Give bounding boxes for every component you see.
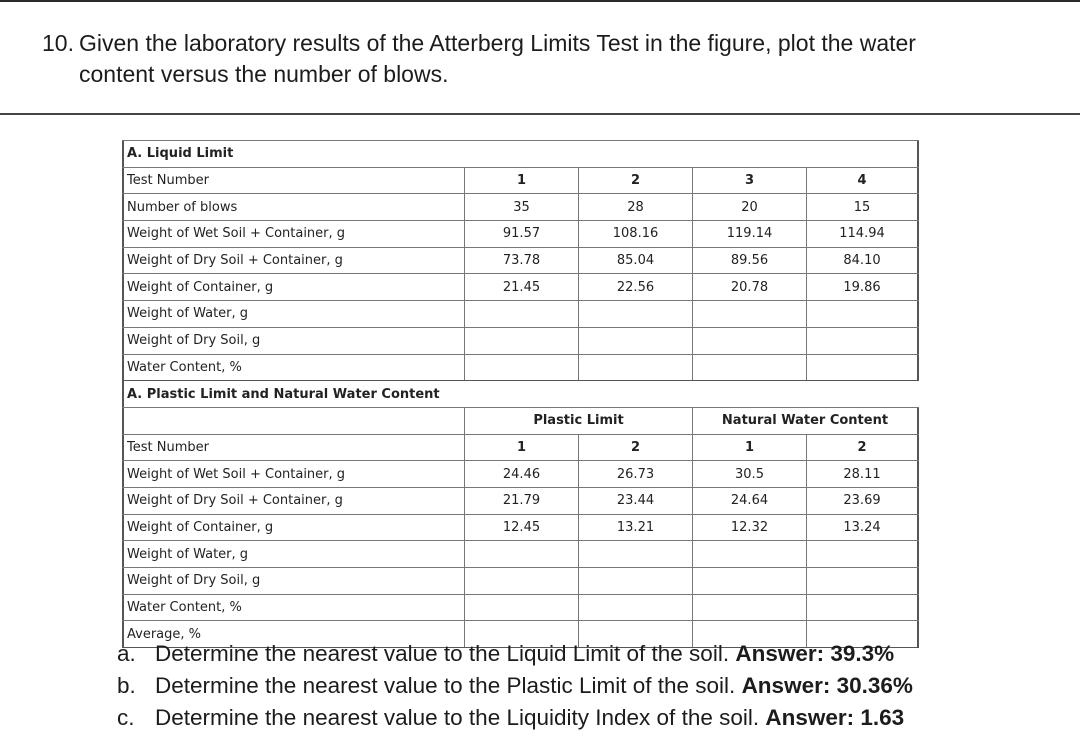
question-number: 10. xyxy=(42,30,74,56)
answer-item-b xyxy=(117,670,1067,702)
cell: 21.45 xyxy=(464,274,578,300)
table-row xyxy=(122,247,919,274)
pl-group-row xyxy=(122,407,919,434)
cell: 85.04 xyxy=(578,248,692,274)
natural-water-content-header: Natural Water Content xyxy=(692,408,919,434)
cell xyxy=(806,568,919,594)
cell: 84.10 xyxy=(806,248,919,274)
table-row xyxy=(122,540,919,567)
cell: 119.14 xyxy=(692,221,806,247)
row-label: Weight of Container, g xyxy=(122,515,464,541)
answer-item-c xyxy=(117,702,1067,734)
cell xyxy=(464,301,578,327)
cell: 24.64 xyxy=(692,488,806,514)
row-label: Weight of Wet Soil + Container, g xyxy=(122,221,464,247)
answer-value: Answer: 30.36% xyxy=(741,673,913,698)
cell: 35 xyxy=(464,194,578,220)
table-row xyxy=(122,460,919,487)
answer-item-a xyxy=(117,638,1067,670)
answer-text: Determine the nearest value to the Liquid Limit of the soil. xyxy=(155,641,730,666)
cell xyxy=(806,595,919,621)
table-row xyxy=(122,354,919,381)
cell xyxy=(578,541,692,567)
cell: 23.44 xyxy=(578,488,692,514)
cell: 89.56 xyxy=(692,248,806,274)
separator-line xyxy=(0,113,1080,115)
cell: 114.94 xyxy=(806,221,919,247)
table-row xyxy=(122,327,919,354)
cell xyxy=(806,328,919,354)
table-row xyxy=(122,220,919,247)
answer-value: Answer: 1.63 xyxy=(765,705,905,730)
cell xyxy=(464,355,578,381)
ll-title: A. Liquid Limit xyxy=(122,141,919,167)
row-label: Weight of Wet Soil + Container, g xyxy=(122,461,464,487)
row-label: Weight of Dry Soil + Container, g xyxy=(122,248,464,274)
answer-value: Answer: 39.3% xyxy=(735,641,895,666)
row-label: Weight of Dry Soil, g xyxy=(122,568,464,594)
cell: 20 xyxy=(692,194,806,220)
row-label: Average, % xyxy=(122,621,464,647)
table-row xyxy=(122,594,919,621)
cell xyxy=(692,355,806,381)
row-label: Weight of Water, g xyxy=(122,541,464,567)
cell: 24.46 xyxy=(464,461,578,487)
cell: 1 xyxy=(464,435,578,461)
answer-letter: a. xyxy=(117,641,136,666)
cell xyxy=(692,301,806,327)
cell xyxy=(578,568,692,594)
table-row xyxy=(122,300,919,327)
answer-text: Determine the nearest value to the Plastic Limit of the soil. xyxy=(155,673,736,698)
answer-letter: c. xyxy=(117,705,135,730)
cell: 13.21 xyxy=(578,515,692,541)
ll-title-row xyxy=(122,140,919,167)
cell xyxy=(692,328,806,354)
cell: 15 xyxy=(806,194,919,220)
question-text xyxy=(42,28,1042,90)
table-row xyxy=(122,273,919,300)
cell xyxy=(464,595,578,621)
cell xyxy=(464,568,578,594)
cell xyxy=(578,301,692,327)
cell: 23.69 xyxy=(806,488,919,514)
table-row xyxy=(122,567,919,594)
cell: 12.32 xyxy=(692,515,806,541)
cell: 73.78 xyxy=(464,248,578,274)
answer-letter: b. xyxy=(117,673,136,698)
cell: 30.5 xyxy=(692,461,806,487)
cell: 22.56 xyxy=(578,274,692,300)
row-label: Number of blows xyxy=(122,194,464,220)
row-label: Water Content, % xyxy=(122,355,464,381)
pl-test-number-row xyxy=(122,434,919,461)
table-row xyxy=(122,193,919,220)
cell: 4 xyxy=(806,168,919,194)
cell xyxy=(806,301,919,327)
cell: 19.86 xyxy=(806,274,919,300)
top-border xyxy=(0,0,1080,2)
cell: 3 xyxy=(692,168,806,194)
cell: 1 xyxy=(464,168,578,194)
cell xyxy=(806,355,919,381)
row-label: Test Number xyxy=(122,435,464,461)
cell xyxy=(692,595,806,621)
cell xyxy=(464,541,578,567)
cell xyxy=(578,355,692,381)
cell xyxy=(692,541,806,567)
data-sheet xyxy=(122,140,919,648)
row-label: Weight of Container, g xyxy=(122,274,464,300)
plastic-limit-header: Plastic Limit xyxy=(464,408,692,434)
cell: 2 xyxy=(806,435,919,461)
cell: 21.79 xyxy=(464,488,578,514)
row-label: Water Content, % xyxy=(122,595,464,621)
cell xyxy=(464,328,578,354)
cell: 20.78 xyxy=(692,274,806,300)
pl-title: A. Plastic Limit and Natural Water Content xyxy=(122,381,919,407)
cell: 13.24 xyxy=(806,515,919,541)
cell: 12.45 xyxy=(464,515,578,541)
cell: 28.11 xyxy=(806,461,919,487)
cell xyxy=(578,328,692,354)
answer-text: Determine the nearest value to the Liquidity Index of the soil. xyxy=(155,705,760,730)
row-label: Weight of Dry Soil + Container, g xyxy=(122,488,464,514)
cell xyxy=(806,541,919,567)
cell xyxy=(578,595,692,621)
row-label: Weight of Water, g xyxy=(122,301,464,327)
cell: 26.73 xyxy=(578,461,692,487)
table-row xyxy=(122,487,919,514)
row-label: Weight of Dry Soil, g xyxy=(122,328,464,354)
row-label: Test Number xyxy=(122,168,464,194)
question-line-2: content versus the number of blows. xyxy=(79,61,449,87)
answers-list xyxy=(117,638,1067,734)
cell: 28 xyxy=(578,194,692,220)
row-label xyxy=(122,408,464,434)
cell: 2 xyxy=(578,168,692,194)
ll-test-number-row xyxy=(122,167,919,194)
cell: 1 xyxy=(692,435,806,461)
cell: 108.16 xyxy=(578,221,692,247)
cell xyxy=(692,568,806,594)
table-row xyxy=(122,514,919,541)
question-line-1: Given the laboratory results of the Atterberg Limits Test in the figure, plot the water xyxy=(79,30,916,56)
pl-title-row xyxy=(122,380,919,407)
cell: 2 xyxy=(578,435,692,461)
cell: 91.57 xyxy=(464,221,578,247)
